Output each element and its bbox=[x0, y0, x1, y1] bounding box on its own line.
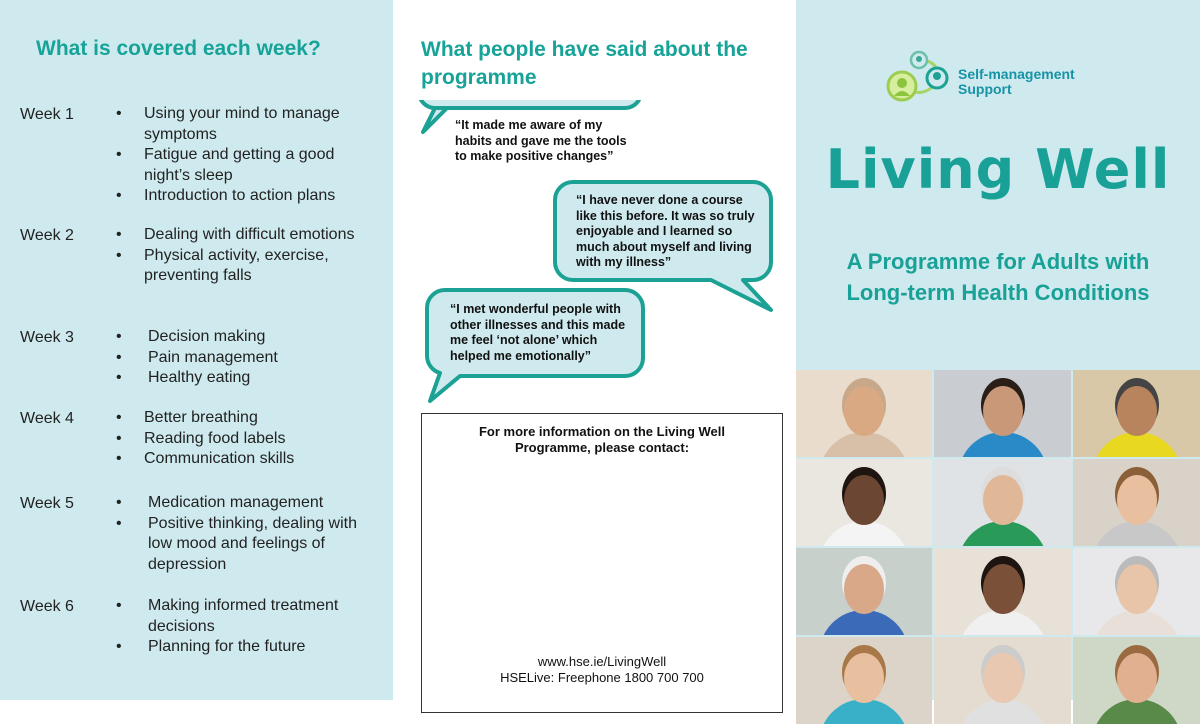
topic-item: • Using your mind to manage symptoms bbox=[116, 104, 366, 145]
topic-item: • Positive thinking, dealing with low mood and feelings of depression bbox=[116, 514, 366, 576]
portrait-head bbox=[844, 386, 884, 436]
topic-item: • Healthy eating bbox=[116, 368, 366, 389]
week-topics-list bbox=[116, 408, 366, 470]
portrait-body bbox=[1092, 521, 1182, 546]
portrait-photo bbox=[934, 637, 1071, 724]
portrait-body bbox=[819, 699, 909, 724]
portrait-photo bbox=[1073, 548, 1200, 635]
portrait-head bbox=[983, 475, 1023, 525]
cover-panel bbox=[796, 0, 1200, 700]
portrait-head bbox=[1117, 564, 1157, 614]
programme-title: Living Well bbox=[825, 138, 1171, 201]
quote-1: “It made me aware of my habits and gave me the tools to make positive changes” bbox=[455, 118, 627, 163]
portrait-photo bbox=[796, 459, 932, 546]
portrait-head bbox=[983, 564, 1023, 614]
portrait-body bbox=[958, 699, 1048, 724]
week-label: Week 2 bbox=[20, 227, 74, 244]
contact-box bbox=[421, 413, 783, 713]
week-label: Week 4 bbox=[20, 410, 74, 427]
topic-item: • Communication skills bbox=[116, 449, 366, 470]
week-label: Week 3 bbox=[20, 329, 74, 346]
portrait-body bbox=[1092, 699, 1182, 724]
weekly-topics-heading: What is covered each week? bbox=[36, 37, 321, 60]
week-topics-list bbox=[116, 104, 366, 207]
portrait-photo bbox=[934, 548, 1071, 635]
portrait-body bbox=[1092, 610, 1182, 635]
portrait-photo bbox=[1073, 370, 1200, 457]
portrait-body bbox=[819, 432, 909, 457]
week-label: Week 6 bbox=[20, 598, 74, 615]
portrait-photo bbox=[796, 637, 932, 724]
photo-grid bbox=[796, 370, 1200, 724]
portrait-head bbox=[1117, 653, 1157, 703]
weekly-topics-panel bbox=[0, 0, 393, 700]
topic-item: • Decision making bbox=[116, 327, 366, 348]
portrait-head bbox=[844, 653, 884, 703]
portrait-photo bbox=[934, 370, 1071, 457]
topic-item: • Better breathing bbox=[116, 408, 366, 429]
programme-subtitle: A Programme for Adults with Long-term Health Conditions bbox=[846, 249, 1150, 305]
portrait-head bbox=[1117, 475, 1157, 525]
portrait-photo bbox=[1073, 459, 1200, 546]
topic-item: • Fatigue and getting a good night’s sleep bbox=[116, 145, 366, 186]
topic-item: • Pain management bbox=[116, 348, 366, 369]
contact-text: For more information on the Living Well Programme, please contact: bbox=[478, 424, 726, 455]
portrait-photo bbox=[796, 370, 932, 457]
testimonials-panel bbox=[393, 0, 796, 700]
portrait-body bbox=[958, 521, 1048, 546]
logo-text: Self-management Support bbox=[958, 66, 1075, 97]
week-topics-list bbox=[116, 225, 366, 287]
portrait-body bbox=[1092, 432, 1182, 457]
portrait-body bbox=[819, 521, 909, 546]
week-topics-list bbox=[116, 327, 366, 389]
portrait-body bbox=[958, 432, 1048, 457]
week-topics-list bbox=[116, 493, 366, 575]
topic-item: • Medication management bbox=[116, 493, 366, 514]
portrait-photo bbox=[1073, 637, 1200, 724]
self-management-logo-icon bbox=[884, 50, 954, 106]
week-topics-list bbox=[116, 596, 366, 658]
quote-2: “I have never done a course like this before. It was so truly enjoyable and I learned so much about myself and living with my illness” bbox=[576, 193, 755, 269]
portrait-head bbox=[983, 386, 1023, 436]
quote-3: “I met wonderful people with other illnesses and this made me feel ‘not alone’ which helped me emotionally” bbox=[450, 302, 626, 363]
portrait-photo bbox=[796, 548, 932, 635]
portrait-head bbox=[1117, 386, 1157, 436]
topic-item: • Physical activity, exercise, preventing falls bbox=[116, 246, 366, 287]
testimonials-heading: What people have said about the programme bbox=[421, 38, 748, 89]
website-link[interactable]: www.hse.ie/LivingWell bbox=[537, 654, 667, 669]
portrait-head bbox=[844, 475, 884, 525]
portrait-body bbox=[819, 610, 909, 635]
topic-item: • Reading food labels bbox=[116, 429, 366, 450]
portrait-photo bbox=[934, 459, 1071, 546]
topic-item: • Making informed treatment decisions bbox=[116, 596, 366, 637]
topic-item: • Dealing with difficult emotions bbox=[116, 225, 366, 246]
portrait-head bbox=[844, 564, 884, 614]
topic-item: • Planning for the future bbox=[116, 637, 366, 658]
topic-item: • Introduction to action plans bbox=[116, 186, 366, 207]
week-label: Week 5 bbox=[20, 495, 74, 512]
portrait-head bbox=[983, 653, 1023, 703]
week-label: Week 1 bbox=[20, 106, 74, 123]
phone-number: HSELive: Freephone 1800 700 700 bbox=[500, 670, 704, 685]
portrait-body bbox=[958, 610, 1048, 635]
